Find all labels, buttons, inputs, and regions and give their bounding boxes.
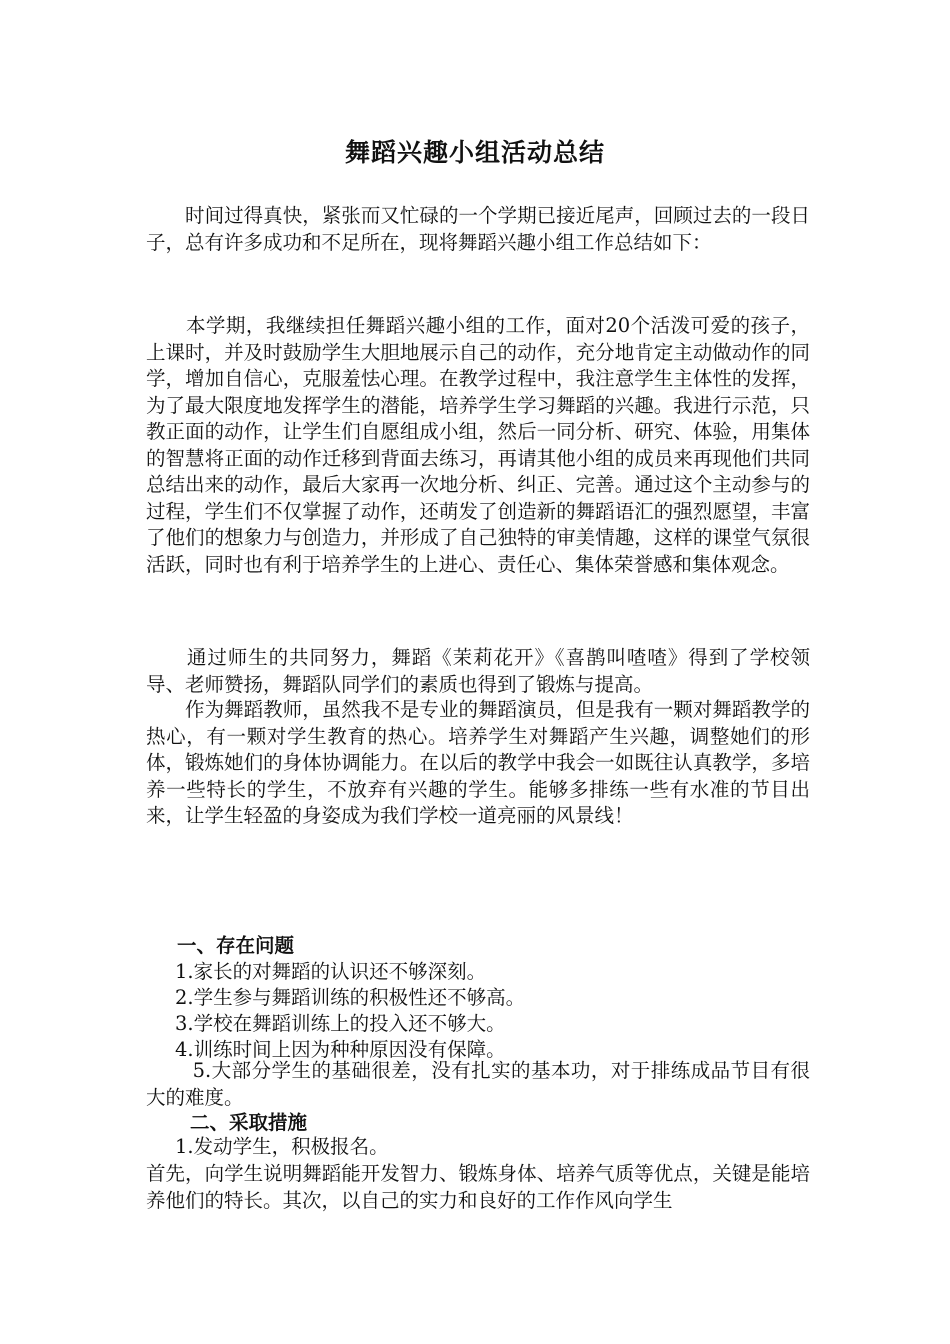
body-paragraph-2: 通过师生的共同努力，舞蹈《茉莉花开》《喜鹊叫喳喳》得到了学校领导、老师赞扬，舞蹈队同学们的素质也得到了锻炼与提高。 bbox=[146, 646, 810, 696]
body-paragraph-3: 作为舞蹈教师，虽然我不是专业的舞蹈演员，但是我有一颗对舞蹈教学的热心，有一颗对学生教育的热心。培养学生对舞蹈产生兴趣，调整她们的形体，锻炼她们的身体协调能力。在以后的教学中我会一如既往认真教学，多培养一些特长的学生，不放弃有兴趣的学生。能够多排练一些有水准的节目出来，让学生轻盈的身姿成为我们学校一道亮丽的风景线！ bbox=[146, 698, 810, 827]
body-paragraph-1: 本学期，我继续担任舞蹈兴趣小组的工作，面对20个活泼可爱的孩子，上课时，并及时鼓励学生大胆地展示自己的动作，充分地肯定主动做动作的同学，增加自信心，克服羞怯心理。在教学过程中，我注意学生主体性的发挥，为了最大限度地发挥学生的潜能，培养学生学习舞蹈的兴趣。我进行示范，只教正面的动作，让学生们自愿组成小组，然后一同分析、研究、体验，用集体的智慧将正面的动作迁移到背面去练习，再请其他小组的成员来再现他们共同总结出来的动作，最后大家再一次地分析、纠正、完善。通过这个主动参与的过程，学生们不仅掌握了动作，还萌发了创造新的舞蹈语汇的强烈愿望，丰富了他们的想象力与创造力，并形成了自己独特的审美情趣，这样的课堂气氛很活跃，同时也有利于培养学生的上进心、责任心、集体荣誉感和集体观念。 bbox=[146, 314, 810, 576]
document-title: 舞蹈兴趣小组活动总结 bbox=[344, 138, 605, 167]
problem-item-2: 2.学生参与舞蹈训练的积极性还不够高。 bbox=[175, 986, 526, 1009]
problem-item-3: 3.学校在舞蹈训练上的投入还不够大。 bbox=[175, 1012, 506, 1035]
section-heading-measures: 二、采取措施 bbox=[190, 1111, 308, 1134]
measure-item-1: 1.发动学生，积极报名。 bbox=[175, 1135, 389, 1158]
problem-item-5: 5.大部分学生的基础很差，没有扎实的基本功，对于排练成品节目有很大的难度。 bbox=[146, 1059, 810, 1109]
problem-item-4: 4.训练时间上因为种种原因没有保障。 bbox=[175, 1038, 506, 1061]
problem-item-1: 1.家长的对舞蹈的认识还不够深刻。 bbox=[175, 960, 487, 983]
intro-paragraph: 时间过得真快，紧张而又忙碌的一个学期已接近尾声，回顾过去的一段日子，总有许多成功和不足所在，现将舞蹈兴趣小组工作总结如下： bbox=[146, 204, 810, 254]
section-heading-problems: 一、存在问题 bbox=[177, 934, 295, 957]
measure-1-paragraph: 首先，向学生说明舞蹈能开发智力、锻炼身体、培养气质等优点，关键是能培养他们的特长。其次，以自己的实力和良好的工作作风向学生 bbox=[146, 1162, 810, 1212]
